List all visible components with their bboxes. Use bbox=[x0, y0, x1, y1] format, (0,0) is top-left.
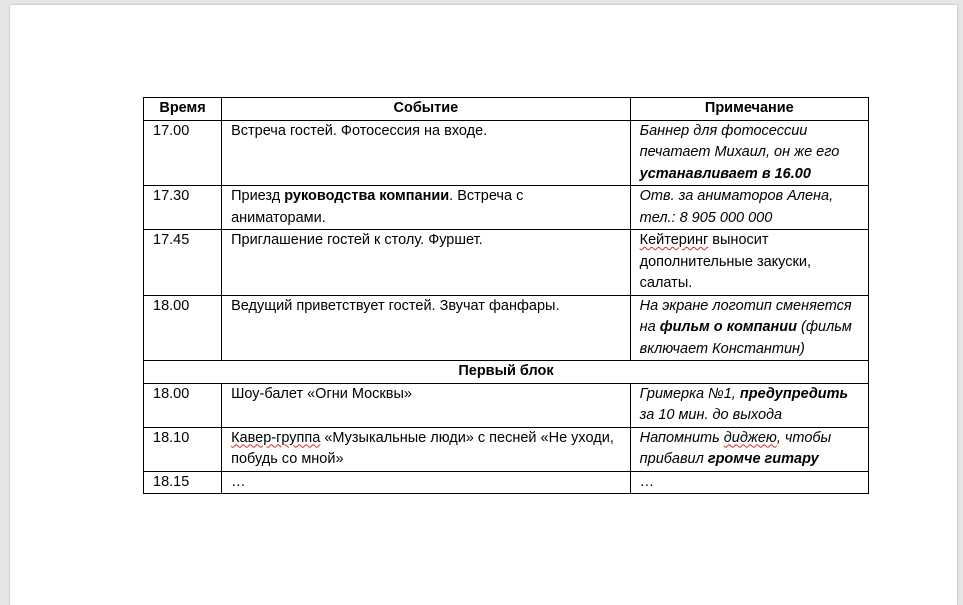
note-cell bbox=[630, 230, 868, 296]
note-cell: … bbox=[630, 471, 868, 494]
note-bold-text: громче гитару bbox=[707, 451, 819, 467]
time-cell: 18.00 bbox=[144, 295, 222, 361]
time-cell: 17.30 bbox=[144, 186, 222, 230]
time-cell: 17.00 bbox=[144, 120, 222, 186]
time-cell: 17.45 bbox=[144, 230, 222, 296]
note-text: выносит дополнительные закуски, салаты. bbox=[639, 232, 811, 291]
section-title: Первый блок bbox=[144, 361, 869, 384]
note-text: Гримерка №1, bbox=[639, 385, 740, 402]
event-bold-text: руководства компании bbox=[284, 188, 450, 204]
table-row bbox=[144, 120, 869, 186]
note-text: Напомнить bbox=[639, 429, 724, 446]
time-cell: 18.10 bbox=[144, 427, 222, 471]
spellcheck-word: Кейтеринг bbox=[639, 232, 709, 248]
note-cell bbox=[630, 295, 868, 361]
header-event: Событие bbox=[222, 98, 631, 121]
time-cell: 18.15 bbox=[144, 471, 222, 494]
header-note: Примечание bbox=[630, 98, 868, 121]
event-text: Приезд bbox=[231, 188, 285, 204]
table-row bbox=[144, 427, 869, 471]
table-row bbox=[144, 230, 869, 296]
event-cell: Приглашение гостей к столу. Фуршет. bbox=[222, 230, 631, 296]
event-text: . Встреча с аниматорами. bbox=[231, 188, 524, 226]
spellcheck-word: диджею bbox=[723, 429, 777, 446]
table-row bbox=[144, 186, 869, 230]
note-bold-text: фильм о компании bbox=[659, 319, 798, 335]
note-bold-text: предупредить bbox=[739, 385, 849, 402]
header-row bbox=[144, 98, 869, 121]
note-cell: Отв. за аниматоров Алена, тел.: 8 905 000 000 bbox=[630, 186, 868, 230]
note-text: , чтобы прибавил bbox=[639, 429, 832, 467]
event-cell bbox=[222, 186, 631, 230]
note-text: (фильм включает Константин) bbox=[639, 319, 852, 357]
section-row bbox=[144, 361, 869, 384]
document-page bbox=[10, 5, 957, 605]
event-schedule-table bbox=[143, 97, 869, 494]
event-cell bbox=[222, 427, 631, 471]
event-cell: Шоу-балет «Огни Москвы» bbox=[222, 383, 631, 427]
table-row bbox=[144, 471, 869, 494]
time-cell: 18.00 bbox=[144, 383, 222, 427]
event-cell: … bbox=[222, 471, 631, 494]
note-bold-text: устанавливает в 16.00 bbox=[639, 165, 811, 182]
note-cell bbox=[630, 120, 868, 186]
event-cell: Встреча гостей. Фотосессия на входе. bbox=[222, 120, 631, 186]
note-text: Баннер для фотосессии печатает Михаил, он же его bbox=[639, 122, 840, 160]
note-text: за 10 мин. до выхода bbox=[639, 407, 783, 423]
note-cell bbox=[630, 427, 868, 471]
table-row bbox=[144, 383, 869, 427]
table-row bbox=[144, 295, 869, 361]
spellcheck-word: Кавер-группа bbox=[231, 429, 321, 446]
header-time: Время bbox=[144, 98, 222, 121]
event-text: «Музыкальные люди» с песней «Не уходи, побудь со мной» bbox=[231, 429, 614, 467]
event-cell: Ведущий приветствует гостей. Звучат фанфары. bbox=[222, 295, 631, 361]
note-text: На экране логотип сменяется на bbox=[639, 297, 852, 335]
note-cell bbox=[630, 383, 868, 427]
